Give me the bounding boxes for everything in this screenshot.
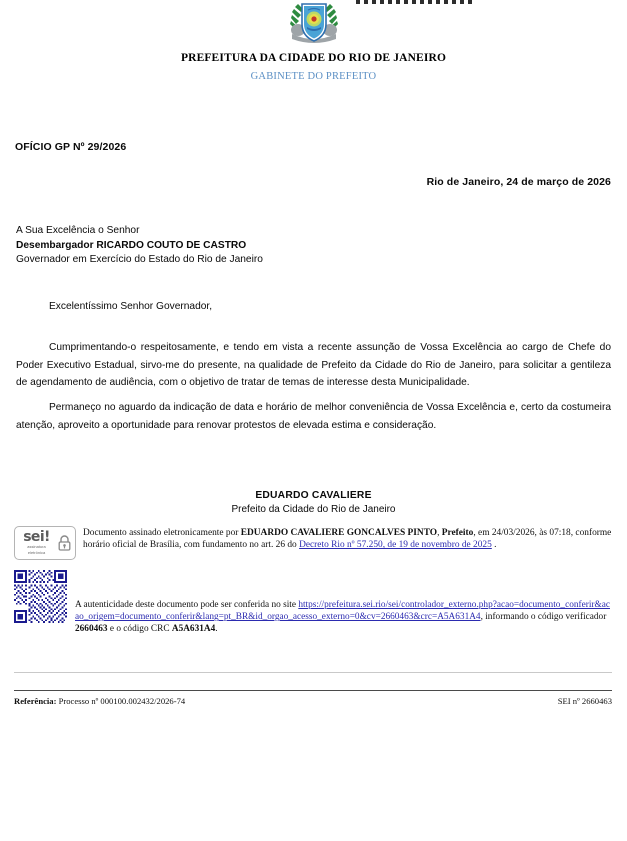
authenticity-block (14, 570, 614, 636)
authenticity-middle-2: e o código CRC (107, 624, 172, 635)
addressee-line-3: Governador em Exercício do Estado do Rio de Janeiro (16, 254, 263, 265)
sei-logo-caption-line-1: assinatura (27, 544, 46, 550)
body-paragraph-1: Cumprimentando-o respeitosamente, e tendo em vista a recente assunção de Vossa Excelência ao cargo de Chefe do Poder Executivo Estadual, sirvo-me do presente, na qualidade de Prefeito da Cidade do Rio de Janeiro, para solicitar a gentileza de agendamento de audiência, com o objetivo de tratar de temas de interesse desta Municipalidade. (16, 342, 611, 388)
divider-light (14, 672, 612, 673)
sei-signer-role: Prefeito (441, 528, 474, 538)
addressee-line-2: Desembargador RICARDO COUTO DE CASTRO (16, 239, 247, 251)
authenticity-text (75, 599, 614, 636)
authenticity-middle: , informando o código verificador (480, 612, 607, 623)
divider-dark (14, 690, 612, 691)
footer-reference-label: Referência: (14, 696, 57, 706)
padlock-icon (57, 534, 72, 552)
verification-url-link[interactable]: https://prefeitura.sei.rio/sei/controlador_externo.php?acao=documento_conferir&acao_origem=documento_conferir&lang=pt_BR&id_orgao_acesso_externo=0&cv=2660463&crc=A5A631A4 (75, 600, 610, 623)
authenticity-end: . (215, 624, 218, 635)
document-footer (14, 696, 612, 706)
sei-logo-text: sei! (23, 529, 50, 546)
authenticity-intro: A autenticidade deste documento pode ser conferida no site (75, 600, 299, 610)
sei-signer-name: EDUARDO CAVALIERE GONCALVES PINTO (240, 528, 438, 538)
footer-reference-value: Processo nº 000100.002432/2026-74 (56, 696, 186, 706)
sei-text-prefix: Documento assinado eletronicamente por (83, 528, 241, 538)
coat-of-arms-icon (284, 0, 344, 48)
body-paragraph-2: Permaneço no aguardo da indicação de data e horário de melhor conveniência de Vossa Excelência e, certo da costumeira atenção, aproveito a oportunidade para renovar protestos de elevada estima e consideração. (16, 402, 611, 431)
crc-code: A5A631A4 (171, 624, 216, 635)
sei-logo-caption-line-2: eletrônica (27, 550, 46, 555)
addressee-block (16, 224, 263, 268)
footer-sei-number: SEI nº 2660463 (557, 696, 612, 706)
signatory-role: Prefeito da Cidade do Rio de Janeiro (231, 504, 396, 515)
qr-code-icon (14, 570, 67, 623)
oficio-reference-number: OFÍCIO GP Nº 29/2026 (15, 141, 127, 153)
verification-code: 2660463 (75, 624, 108, 635)
department-subtitle: GABINETE DO PREFEITO (250, 71, 377, 82)
sei-signature-text (83, 526, 614, 552)
coat-of-arms-container (0, 0, 627, 48)
sei-text-suffix: . (491, 540, 497, 551)
footer-reference (14, 696, 185, 706)
sei-badge (14, 526, 76, 560)
decree-link[interactable]: Decreto Rio nº 57.250, de 19 de novembro de 2025 (299, 540, 492, 551)
salutation: Excelentíssimo Senhor Governador, (49, 301, 213, 312)
sei-logo (18, 530, 55, 555)
sei-signer-separator: , (437, 528, 442, 538)
organization-title: PREFEITURA DA CIDADE DO RIO DE JANEIRO (180, 52, 447, 64)
signatory-name: EDUARDO CAVALIERE (255, 490, 372, 501)
addressee-line-1: A Sua Excelência o Senhor (16, 225, 140, 236)
sei-datetime-text: , em 24/03/2026, às 07:18, conforme horário oficial de Brasília, com fundamento no art. 26 do (83, 528, 612, 551)
sei-signature-block (14, 526, 614, 560)
place-and-date: Rio de Janeiro, 24 de março de 2026 (426, 176, 611, 188)
